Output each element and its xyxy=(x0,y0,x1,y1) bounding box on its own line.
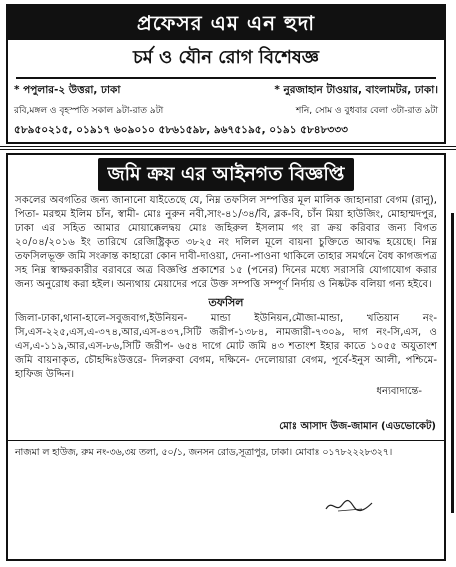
office-address: নাজমা ল হাউজ, রুম নং-৩৬,৩য় তলা, ৫০/১, জনসন রোড,সূত্রাপুর, ঢাকা। মোবাঃ ০১৭৮২২২৮৩২৭। xyxy=(8,440,444,460)
notice-paragraph: সকলের অবগতির জন্য জানানো যাইতেছে যে, নিম্ন তফসিল সম্পত্তির মূল মালিক জাহানারা বেগম (রানু), পিতা- মরহুম ইলিম চাঁন, স্বামী- মোঃ নুরুন নবী,সাং-৪১/৩৪/বি, ব্লক-বি, চাঁন মিয়া হাউজিং, মোহাম্মদপুর, ঢাকা এর সহিত আমার মোয়াক্কেলদ্বয় মোঃ জহিরুল ইসলাম গং রা ক্রয় করিবার জন্য বিগত ২০/০৪/২০১৬ ইং তারিখে রেজিষ্ট্রিকৃত ৩৮২৫ নং দলিল মূলে বায়না চুক্তিতে আবদ্ধ হয়েছে। নিম্ন তফসিলভূক্ত জমি সংক্রান্ত কাহারো কোন দাবী-দাওয়া, দেনা-পাওনা থাকিলে তাহার সমর্থনে বৈধ কাগজপত্র সহ নিম্ন স্বাক্ষরকারীর বরাবরে অত্র বিজ্ঞপ্তি প্রকাশের ১৫ (পনের) দিনের মধ্যে সরাসরি যোগাযোগ করার জন্য অনুরোধ করা হইল। অন্যথায় মেয়াদের পরে উক্ত সম্পত্তি সম্পূর্ণ নির্দায় ও নিষ্কটক বলিয়া গন্য হইবে। xyxy=(15,195,437,290)
chamber2-time: শনি, সোম ও বুধবার বেলা ৩টা-রাত ৯টা xyxy=(295,106,438,116)
schedule-heading: তফসিল xyxy=(208,296,244,309)
doctor-advertisement xyxy=(6,4,446,144)
divider xyxy=(16,77,436,79)
thanks-line: ধন্যবাদান্তে- xyxy=(376,386,422,397)
chamber-locations xyxy=(8,83,444,100)
chamber-times xyxy=(8,103,444,118)
schedule-text: জিলা-ঢাকা,থানা-হালে-সবুজবাগ,ইউনিয়ন- মান্ডা ইউনিয়ন,মৌজা-মান্ডা, খতিয়ান নং-সি,এস-২২৫,এস,এ-৩৭৪,আর,এস-৪৩৭,সিটি জরীপ-১৩৮৪, নামজারী-৭৩০৯, দাগ নং-সি,এস, ও এস,এ-১১৯,আর,এস-৮৬,সিটি জরীপ- ৬৫৪ দাগে মোট জমি ৪৩ শতাংশ ইহার কাতে ১০৫৫ অযুতাংশ জমি বায়নাকৃত, চৌহদ্দিঃউত্তরে- দিলরুবা বেগম, দক্ষিনে- দেলোয়ারা বেগম, পূর্বে-ইনুস আলী, পশ্চিমে- হাফিজ উদ্দিন। xyxy=(15,313,437,380)
signature-image xyxy=(324,495,374,517)
doctor-speciality: চর্ম ও যৌন রোগ বিশেষজ্ঞ xyxy=(132,47,319,68)
phone-numbers: ৫৮৯৫০২১৫, ০১৯১৭ ৬০৯০১০ ৫৮৬১৫৯৮, ৯৬৭৫১৯৫, ০১৯১ ৫৮৪৮৩৩৩ xyxy=(14,124,348,136)
lawyer-name: মোঃ আসাদ উজ-জামান (এডভোকেট) xyxy=(279,421,436,432)
land-notice xyxy=(6,153,446,561)
page-separator xyxy=(0,146,456,150)
notice-title: জমি ক্রয় এর আইনগত বিজ্ঞপ্তি xyxy=(98,158,354,191)
doctor-name: প্রফেসর এম এন হুদা xyxy=(8,6,444,40)
chamber2-location: * নুরজাহান টাওয়ার, বাংলামটর, ঢাকা। xyxy=(274,84,438,96)
chamber1-location: * পপুলার-২ উত্তরা, ঢাকা xyxy=(14,84,121,96)
chamber1-time: রবি,মঙ্গল ও বৃহস্পতি সকাল ৯টা-রাত ৯টা xyxy=(14,106,164,116)
notice-body xyxy=(8,191,444,382)
page-edge-mark xyxy=(451,213,454,513)
